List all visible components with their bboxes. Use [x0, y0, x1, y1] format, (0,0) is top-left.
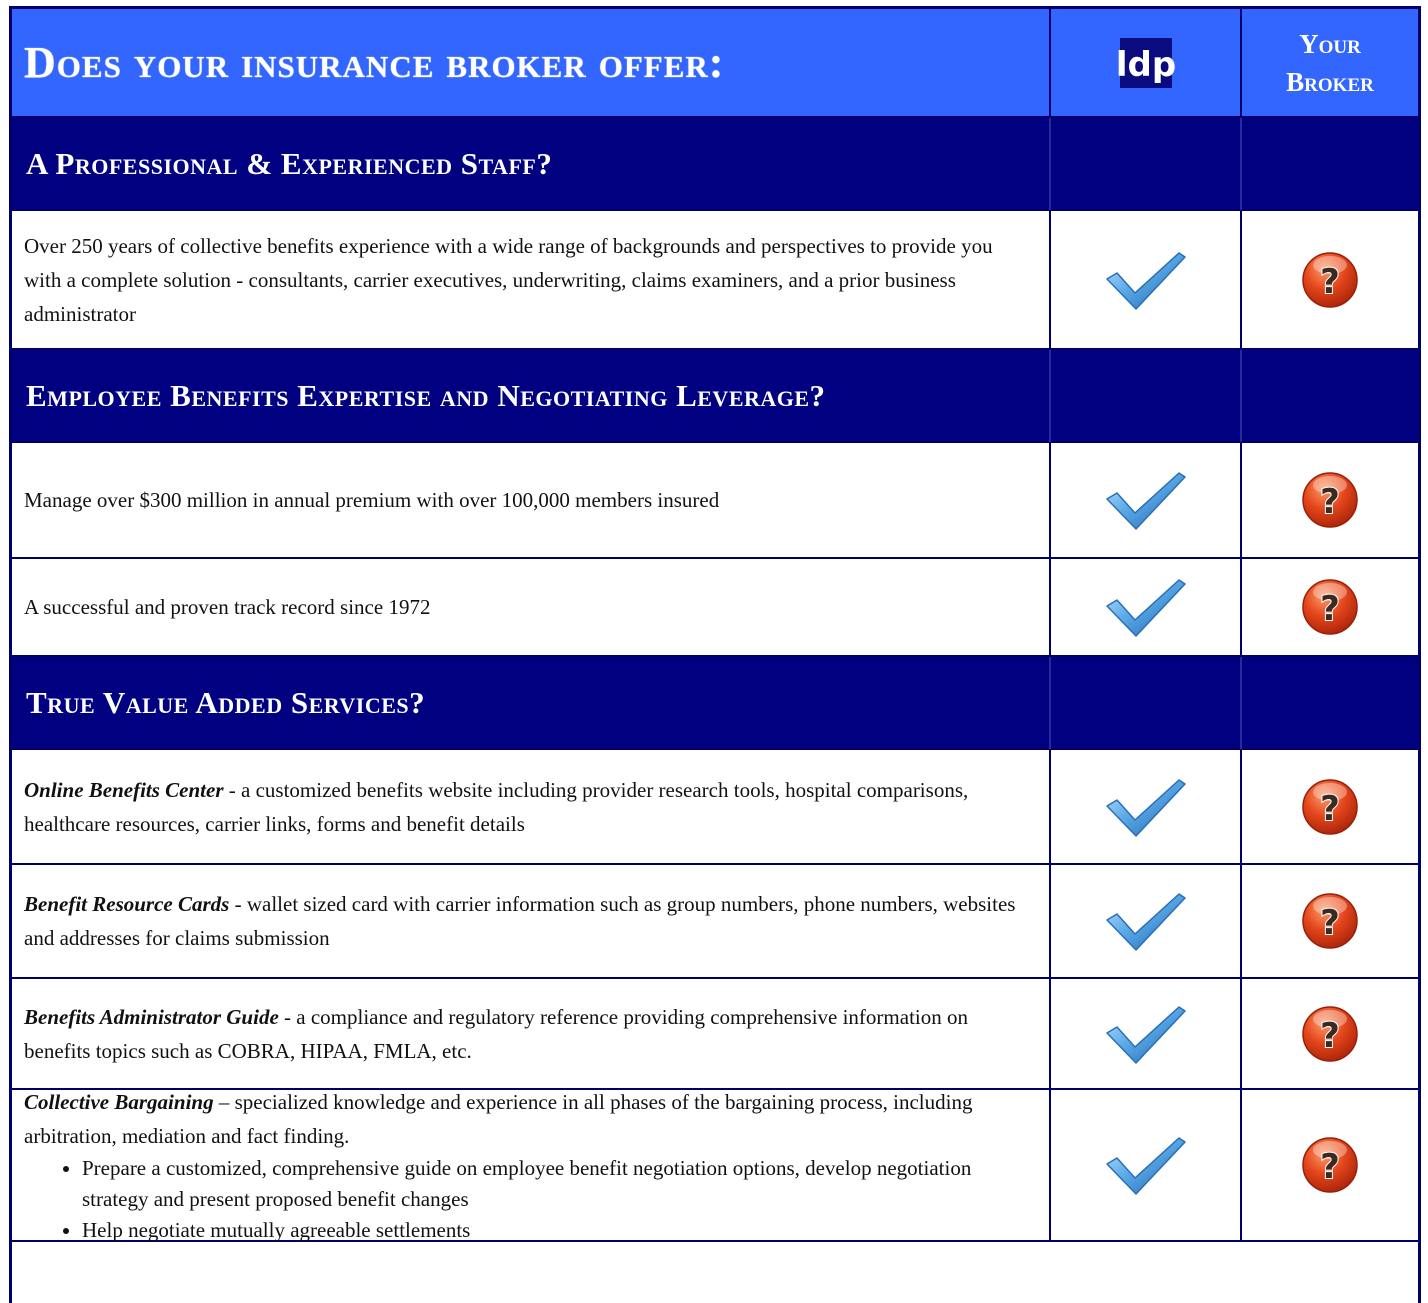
page-title: Does your insurance broker offer:	[24, 38, 725, 87]
feature-description	[24, 1085, 1035, 1246]
feature-description	[24, 483, 1035, 517]
feature-name: Collective Bargaining	[24, 1089, 214, 1114]
feature-row	[12, 559, 1418, 657]
feature-text: Manage over $300 million in annual premium with over 100,000 members insured	[24, 488, 720, 512]
feature-text: A successful and proven track record since 1972	[24, 595, 431, 619]
broker-label-line2: Broker	[1286, 66, 1374, 97]
section-title: A Professional & Experienced Staff?	[26, 146, 553, 181]
broker-question-cell	[1240, 979, 1418, 1088]
feature-name: Benefits Administrator Guide	[24, 1004, 279, 1029]
broker-question-cell	[1240, 443, 1418, 557]
checkmark-icon	[1105, 890, 1187, 952]
ldp-check-cell	[1049, 559, 1240, 655]
ldp-check-cell	[1049, 750, 1240, 863]
bullet-item: • Help negotiate mutually agreeable settlements	[82, 1215, 1035, 1246]
feature-row	[12, 865, 1418, 979]
feature-description	[24, 1000, 1035, 1068]
question-mark-icon	[1301, 471, 1359, 529]
question-mark-icon	[1301, 578, 1359, 636]
svg-text:?: ?	[1320, 903, 1340, 943]
broker-question-cell	[1240, 211, 1418, 348]
feature-text: – specialized knowledge and experience in all phases of the bargaining process, including arbitration, mediation and fact finding.	[24, 1089, 973, 1148]
section-header	[12, 350, 1418, 443]
feature-description	[24, 229, 1035, 331]
feature-name: Benefit Resource Cards	[24, 892, 230, 916]
ldp-check-cell	[1049, 865, 1240, 977]
question-mark-icon	[1301, 1005, 1359, 1063]
checkmark-icon	[1105, 249, 1187, 311]
question-mark-icon	[1301, 892, 1359, 950]
question-mark-icon	[1301, 1136, 1359, 1194]
feature-text: - a compliance and regulatory reference providing comprehensive information on benefits topics such as COBRA, HIPAA, FMLA, etc.	[24, 1004, 968, 1063]
feature-text: - a customized benefits website including provider research tools, hospital comparisons, healthcare resources, carrier links, forms and benefit details	[24, 777, 969, 836]
ldp-logo	[1115, 38, 1176, 88]
feature-row	[12, 750, 1418, 865]
broker-question-cell	[1240, 750, 1418, 863]
table-header	[12, 9, 1418, 118]
question-mark-icon	[1301, 778, 1359, 836]
checkmark-icon	[1105, 776, 1187, 838]
svg-text:?: ?	[1320, 1147, 1340, 1187]
checkmark-icon	[1105, 1003, 1187, 1065]
broker-label-line1: Your	[1299, 28, 1361, 59]
feature-description	[24, 887, 1035, 955]
broker-question-cell	[1240, 865, 1418, 977]
checkmark-icon	[1105, 1134, 1187, 1196]
ldp-check-cell	[1049, 211, 1240, 348]
feature-row	[12, 443, 1418, 559]
section-header	[12, 118, 1418, 211]
svg-text:?: ?	[1320, 1015, 1340, 1056]
feature-row	[12, 211, 1418, 350]
checkmark-icon	[1105, 469, 1187, 531]
svg-text:?: ?	[1320, 788, 1340, 829]
svg-text:?: ?	[1320, 482, 1340, 522]
svg-text:?: ?	[1320, 261, 1340, 302]
ldp-check-cell	[1049, 979, 1240, 1088]
comparison-table	[9, 6, 1421, 1303]
broker-question-cell	[1240, 559, 1418, 655]
ldp-check-cell	[1049, 1090, 1240, 1240]
broker-question-cell	[1240, 1090, 1418, 1240]
feature-text: Over 250 years of collective benefits experience with a wide range of backgrounds and perspectives to provide you with a complete solution - consultants, carrier executives, underwriting, claims examiners, and a prior business administrator	[24, 233, 993, 326]
feature-text: - wallet sized card with carrier information such as group numbers, phone numbers, websites and addresses for claims submission	[24, 892, 1016, 950]
ldp-logo-icon	[1115, 38, 1176, 88]
question-mark-icon	[1301, 251, 1359, 309]
feature-row	[12, 1090, 1418, 1242]
ldp-column-header	[1049, 9, 1240, 116]
feature-bullets	[24, 1153, 1035, 1246]
section-header	[12, 657, 1418, 750]
your-broker-column-header	[1240, 9, 1418, 116]
checkmark-icon	[1105, 576, 1187, 638]
feature-name: Online Benefits Center	[24, 777, 224, 802]
section-title: True Value Added Services?	[26, 685, 426, 720]
feature-description	[24, 590, 1035, 624]
bullet-item: • Prepare a customized, comprehensive guide on employee benefit negotiation options, develop negotiation strategy and present proposed benefit changes	[82, 1153, 1035, 1215]
feature-row	[12, 979, 1418, 1090]
section-title: Employee Benefits Expertise and Negotiating Leverage?	[26, 378, 826, 413]
svg-text:?: ?	[1320, 589, 1340, 629]
feature-description	[24, 773, 1035, 841]
ldp-check-cell	[1049, 443, 1240, 557]
ldp-logo-text: ldp	[1115, 44, 1176, 85]
